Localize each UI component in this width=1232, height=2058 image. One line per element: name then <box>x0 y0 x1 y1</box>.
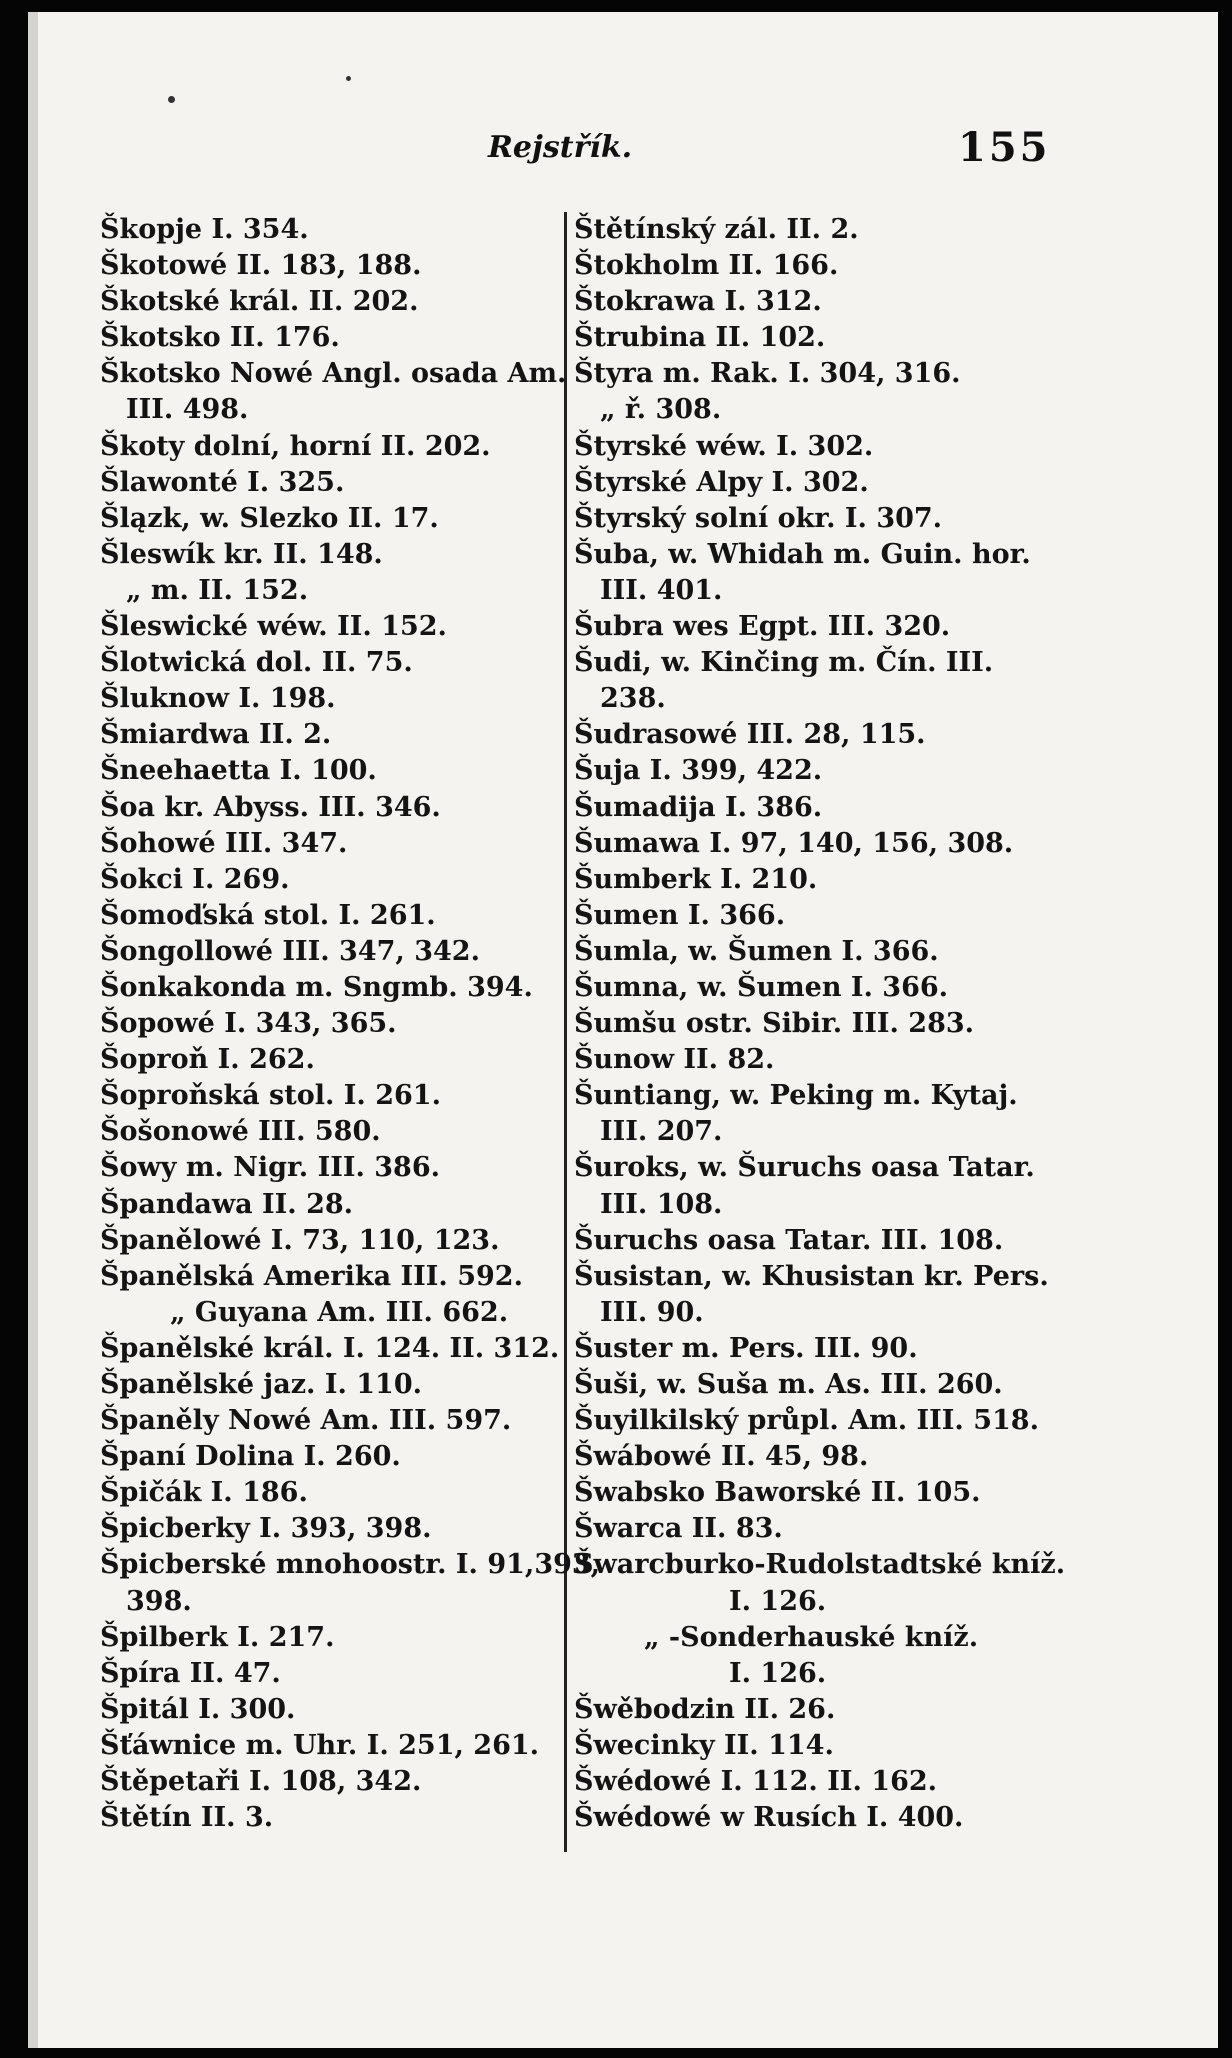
index-entry: Špičák I. 186. <box>100 1477 308 1509</box>
index-entry: Šuyilkilský průpl. Am. III. 518. <box>574 1405 1039 1437</box>
index-entry: Šuja I. 399, 422. <box>574 755 823 787</box>
index-entry: Štrubina II. 102. <box>574 322 826 354</box>
index-entry: Škoty dolní, horní II. 202. <box>100 430 491 462</box>
index-entry: Šumen I. 366. <box>574 899 786 931</box>
index-entry: Šongollowé III. 347, 342. <box>100 935 480 967</box>
index-entry: Šoproň I. 262. <box>100 1044 315 1076</box>
index-entry: Štětínský zál. II. 2. <box>574 214 859 245</box>
index-entry: Španělowé I. 73, 110, 123. <box>100 1224 500 1256</box>
index-entry: Šumberk I. 210. <box>574 863 818 895</box>
index-entry: Šopowé I. 343, 365. <box>100 1008 397 1040</box>
index-entry: Španělské jaz. I. 110. <box>100 1369 423 1400</box>
index-entry-continuation: III. 498. <box>126 394 249 426</box>
index-entry: Škotowé II. 183, 188. <box>100 250 422 282</box>
index-entry-ditto: „ -Sonderhauské kníž. <box>644 1621 979 1653</box>
book-page <box>28 12 1218 2048</box>
ink-speck <box>168 96 175 103</box>
index-column-right <box>574 212 1065 1836</box>
index-entry: Špicberky I. 393, 398. <box>100 1513 432 1545</box>
index-entry: Špilberk I. 217. <box>100 1621 335 1653</box>
index-entry: Šleswík kr. II. 148. <box>100 538 383 570</box>
index-entry-continuation: I. 126. <box>729 1585 827 1617</box>
index-entry: Šubra wes Egpt. III. 320. <box>574 611 951 643</box>
index-entry: Šlązk, w. Slezko II. 17. <box>100 502 439 534</box>
index-entry-continuation: III. 401. <box>600 574 723 606</box>
index-entry: Šťáwnice m. Uhr. I. 251, 261. <box>100 1729 540 1761</box>
index-entry: Štyra m. Rak. I. 304, 316. <box>574 358 961 390</box>
index-entry: Šuster m. Pers. III. 90. <box>574 1332 918 1364</box>
running-title: Rejstřík. <box>488 130 633 165</box>
index-entry: Špíra II. 47. <box>100 1657 281 1689</box>
index-entry: Šuši, w. Suša m. As. III. 260. <box>574 1369 1003 1400</box>
index-entry: Šomoďská stol. I. 261. <box>100 899 436 931</box>
index-entry: Špicberské mnohoostr. I. 91,393, <box>100 1549 601 1581</box>
index-entry: Šleswické wéw. II. 152. <box>100 611 447 643</box>
index-entry: Šohowé III. 347. <box>100 827 348 859</box>
index-entry: Šwecinky II. 114. <box>574 1729 834 1761</box>
index-entry: Šoa kr. Abyss. III. 346. <box>100 791 441 823</box>
index-entry: Špitál I. 300. <box>100 1693 296 1725</box>
index-entry: Šusistan, w. Khusistan kr. Pers. <box>574 1260 1049 1292</box>
index-entry: Šwédowé I. 112. II. 162. <box>574 1766 938 1798</box>
index-entry: Šwěbodzin II. 26. <box>574 1693 836 1725</box>
index-entry: Šluknow I. 198. <box>100 683 336 715</box>
index-column-left <box>100 212 600 1836</box>
index-entry-continuation: I. 126. <box>729 1657 827 1689</box>
index-entry: Šuroks, w. Šuruchs oasa Tatar. <box>574 1152 1035 1184</box>
index-entry-continuation: III. 108. <box>600 1188 723 1220</box>
index-entry: Španěly Nowé Am. III. 597. <box>100 1405 512 1437</box>
index-entry: Šonkakonda m. Sngmb. 394. <box>100 971 533 1003</box>
index-entry: Šumla, w. Šumen I. 366. <box>574 935 939 967</box>
index-entry: Šošonowé III. 580. <box>100 1116 381 1148</box>
index-entry: Šwábowé II. 45, 98. <box>574 1441 869 1473</box>
index-entry: Šoproňská stol. I. 261. <box>100 1080 441 1112</box>
index-entry: Štyrské wéw. I. 302. <box>574 430 874 462</box>
index-entry: Šwabsko Baworské II. 105. <box>574 1477 981 1509</box>
index-entry: Šudi, w. Kinčing m. Čín. III. <box>574 647 994 679</box>
index-entry-continuation: III. 207. <box>600 1116 723 1148</box>
index-entry: Šlawonté I. 325. <box>100 466 345 498</box>
index-entry: Štěpetaři I. 108, 342. <box>100 1766 422 1798</box>
index-entry: Špandawa II. 28. <box>100 1188 354 1220</box>
index-entry-continuation: 398. <box>126 1585 192 1617</box>
index-entry: Šunow II. 82. <box>574 1044 775 1076</box>
index-entry: Šuba, w. Whidah m. Guin. hor. <box>574 538 1031 570</box>
index-entry: Šudrasowé III. 28, 115. <box>574 719 926 751</box>
index-entry-ditto: „ ř. 308. <box>600 394 722 426</box>
index-entry: Škotsko II. 176. <box>100 322 340 354</box>
index-entry-continuation: III. 90. <box>600 1296 704 1328</box>
ink-speck <box>346 76 351 81</box>
index-entry: Štyrský solní okr. I. 307. <box>574 502 943 534</box>
index-entry: Škotsko Nowé Angl. osada Am. <box>100 358 567 390</box>
index-entry: Šlotwická dol. II. 75. <box>100 647 413 679</box>
index-entry: Šneehaetta I. 100. <box>100 755 377 787</box>
index-entry-ditto: „ Guyana Am. III. 662. <box>170 1296 509 1328</box>
index-entry: Štyrské Alpy I. 302. <box>574 466 869 498</box>
index-entry: Šwarcburko-Rudolstadtské kníž. <box>574 1549 1066 1581</box>
index-entry: Španí Dolina I. 260. <box>100 1441 401 1473</box>
index-entry-continuation: 238. <box>600 683 666 715</box>
index-entry: Šumšu ostr. Sibir. III. 283. <box>574 1008 975 1040</box>
index-entry: Šowy m. Nigr. III. 386. <box>100 1152 441 1184</box>
index-entry: Šuruchs oasa Tatar. III. 108. <box>574 1224 1004 1256</box>
index-entry: Šumawa I. 97, 140, 156, 308. <box>574 827 1014 859</box>
index-entry: Šwédowé w Rusích I. 400. <box>574 1802 964 1834</box>
index-entry: Šmiardwa II. 2. <box>100 719 332 751</box>
index-entry: Škopje I. 354. <box>100 214 309 245</box>
page-number: 155 <box>958 124 1051 171</box>
index-entry: Škotské král. II. 202. <box>100 286 419 318</box>
index-entry: Štokrawa I. 312. <box>574 286 822 318</box>
index-entry: Šwarca II. 83. <box>574 1513 783 1545</box>
index-entry: Šokci I. 269. <box>100 863 290 895</box>
index-entry: Šumadija I. 386. <box>574 791 823 823</box>
index-entry: Štětín II. 3. <box>100 1802 274 1834</box>
page-edge-shadow <box>28 12 38 2048</box>
index-entry: Štokholm II. 166. <box>574 250 839 282</box>
index-entry: Šuntiang, w. Peking m. Kytaj. <box>574 1080 1018 1112</box>
index-entry: Španělské král. I. 124. II. 312. <box>100 1332 560 1364</box>
index-entry: Španělská Amerika III. 592. <box>100 1260 523 1292</box>
index-entry: Šumna, w. Šumen I. 366. <box>574 971 949 1003</box>
index-entry-ditto: „ m. II. 152. <box>126 574 309 606</box>
